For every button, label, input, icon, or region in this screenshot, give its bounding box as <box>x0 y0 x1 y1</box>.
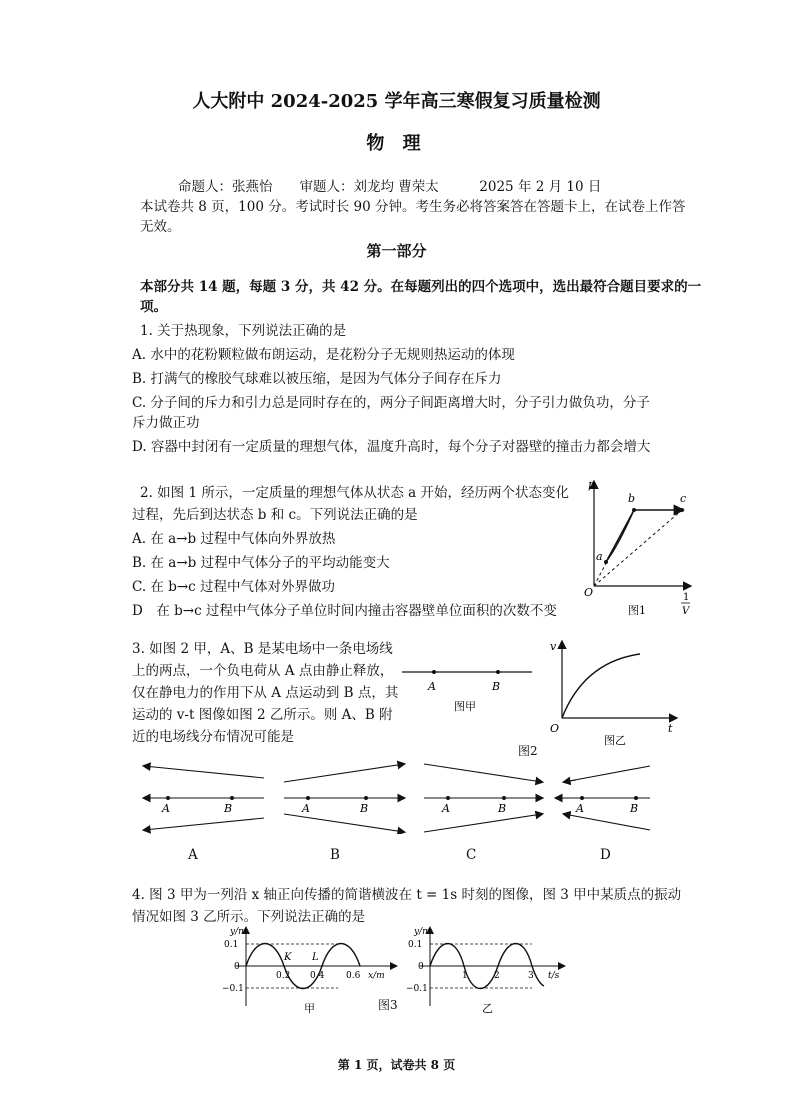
q1-stem: 1. 关于热现象，下列说法正确的是 <box>140 323 347 339</box>
fig3-jia-ylabel: y/m <box>230 927 247 937</box>
fig2-jia-b-label: B <box>492 680 501 693</box>
fig1-p-label: p <box>588 478 596 491</box>
q3-option-c-diagram <box>424 764 542 832</box>
q1-option-c-2: 斥力做正功 <box>132 415 200 431</box>
q2-option-d: D 在 b→c 过程中气体分子单位时间内撞击容器壁单位面积的次数不变 <box>132 603 557 619</box>
figure-1 <box>580 476 700 618</box>
fig3-yi-x1: 1 <box>462 971 468 981</box>
subject-title: 物 理 <box>366 133 427 154</box>
fig3-jia-caption: 甲 <box>304 1002 315 1015</box>
q1-option-b: B. 打满气的橡胶气球难以被压缩，是因为气体分子间存在斥力 <box>132 371 502 387</box>
fig3-jia-l: L <box>312 952 319 963</box>
fig1-origin-label: O <box>584 586 594 599</box>
q3-option-a-label: A <box>188 847 198 863</box>
q2-stem-2: 过程，先后到达状态 b 和 c。下列说法正确的是 <box>132 507 418 523</box>
fig3-jia-xlabel: x/m <box>368 971 385 981</box>
fig3-jia-x02: 0.2 <box>276 971 291 981</box>
q3-a-point-a: A <box>162 802 170 815</box>
fig3-jia-zero: 0 <box>234 962 240 972</box>
fig3-jia-p01: 0.1 <box>224 940 239 950</box>
instructions-line-1: 本试卷共 8 页，100 分。考试时长 90 分钟。考生务必将答案答在答题卡上，在试卷上作答 <box>140 199 686 215</box>
fig3-yi-m01: −0.1 <box>406 984 428 994</box>
fig2-yi-origin-label: O <box>550 722 560 735</box>
part1-title: 第一部分 <box>366 242 427 260</box>
page-footer: 第 1 页，试卷共 8 页 <box>337 1058 456 1072</box>
figure-2-yi <box>544 632 684 748</box>
fig3-yi-ylabel: y/m <box>414 927 431 937</box>
q3-option-b-diagram <box>284 764 404 832</box>
part1-intro-1: 本部分共 14 题，每题 3 分，共 42 分。在每题列出的四个选项中，选出最符合题目要求的一 <box>140 279 702 295</box>
q3-option-d-diagram <box>556 766 650 830</box>
fig2-caption: 图2 <box>518 744 538 758</box>
fig3-jia-x04: 0.4 <box>310 971 325 981</box>
fig1-x-num: 1 <box>683 592 690 603</box>
figure-3-jia <box>220 922 400 1018</box>
part1-intro-2: 项。 <box>140 299 167 315</box>
fig3-yi-xlabel: t/s <box>548 971 560 981</box>
q2-option-c: C. 在 b→c 过程中气体对外界做功 <box>132 579 336 595</box>
fig3-yi-caption: 乙 <box>482 1002 493 1015</box>
q3-d-point-b: B <box>630 802 639 815</box>
fig1-a-label: a <box>596 550 603 563</box>
fig2-yi-t-label: t <box>668 722 673 735</box>
fig1-caption: 图1 <box>628 604 646 617</box>
fig3-yi-x3: 3 <box>528 971 534 981</box>
fig1-c-label: c <box>680 492 687 505</box>
q3-a-point-b: B <box>224 802 233 815</box>
figure-2-jia <box>398 660 538 720</box>
q1-option-c-1: C. 分子间的斥力和引力总是同时存在的，两分子间距离增大时，分子引力做负功，分子 <box>132 395 650 411</box>
q3-stem-1: 3. 如图 2 甲，A、B 是某电场中一条电场线 <box>132 641 393 657</box>
fig2-yi-caption: 图乙 <box>604 734 626 747</box>
fig1-x-den: V <box>682 606 690 617</box>
q2-option-a: A. 在 a→b 过程中气体向外界放热 <box>132 531 336 547</box>
page-title: 人大附中 2024-2025 学年高三寒假复习质量检测 <box>192 91 601 112</box>
q3-option-b-label: B <box>330 847 340 863</box>
figure-3-yi <box>404 922 570 1018</box>
q3-c-point-b: B <box>498 802 507 815</box>
q3-field-line-options <box>136 758 656 834</box>
fig3-jia-m01: −0.1 <box>222 984 244 994</box>
instructions-line-2: 无效。 <box>140 219 181 235</box>
q3-b-point-a: A <box>302 802 310 815</box>
fig2-jia-a-label: A <box>428 680 436 693</box>
q4-stem-2: 情况如图 3 乙所示。下列说法正确的是 <box>132 909 366 925</box>
fig3-yi-zero: 0 <box>418 962 424 972</box>
authors-line: 命题人：张燕怡 审题人：刘龙均 曹荣太 2025 年 2 月 10 日 <box>178 179 602 195</box>
fig3-yi-x2: 2 <box>494 971 500 981</box>
q3-d-point-a: A <box>576 802 584 815</box>
fig3-yi-p01: 0.1 <box>408 940 423 950</box>
q3-option-c-label: C <box>466 847 477 863</box>
q1-option-a: A. 水中的花粉颗粒做布朗运动，是花粉分子无规则热运动的体现 <box>132 347 515 363</box>
q3-b-point-b: B <box>360 802 369 815</box>
fig3-jia-k: K <box>284 952 292 963</box>
q3-c-point-a: A <box>442 802 450 815</box>
q2-stem-1: 2. 如图 1 所示，一定质量的理想气体从状态 a 开始，经历两个状态变化 <box>140 485 569 501</box>
q1-option-d: D. 容器中封闭有一定质量的理想气体，温度升高时，每个分子对器壁的撞击力都会增大 <box>132 439 651 455</box>
q3-stem-2: 上的两点，一个负电荷从 A 点由静止释放， <box>132 663 394 679</box>
q3-stem-4: 运动的 v-t 图像如图 2 乙所示。则 A、B 附 <box>132 707 393 723</box>
q3-option-d-label: D <box>600 847 611 863</box>
q3-stem-3: 仅在静电力的作用下从 A 点运动到 B 点，其 <box>132 685 399 701</box>
q4-stem-1: 4. 图 3 甲为一列沿 x 轴正向传播的简谐横波在 t = 1s 时刻的图像，图 3 甲中某质点的振动 <box>132 887 682 903</box>
fig2-yi-v-label: v <box>550 640 557 653</box>
fig1-b-label: b <box>628 492 636 505</box>
fig2-jia-caption: 图甲 <box>454 700 476 713</box>
fig3-caption: 图3 <box>378 998 398 1012</box>
q2-option-b: B. 在 a→b 过程中气体分子的平均动能变大 <box>132 555 390 571</box>
q3-option-a-diagram <box>144 766 264 830</box>
q3-stem-5: 近的电场线分布情况可能是 <box>132 729 294 745</box>
fig3-jia-x06: 0.6 <box>346 971 361 981</box>
